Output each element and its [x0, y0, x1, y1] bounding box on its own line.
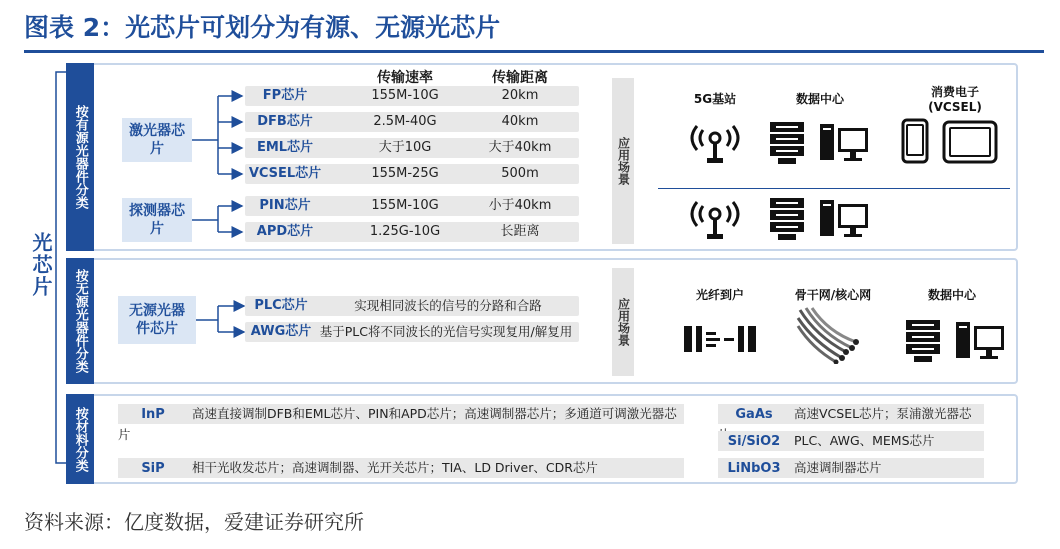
detector-chip-label: 探测器芯片 [129, 203, 185, 237]
passive-tab [66, 258, 94, 384]
chip-name: AWG芯片 [250, 324, 312, 339]
chip-name: PLC芯片 [254, 298, 308, 313]
scene-datacenter-label: 数据中心 [795, 92, 844, 106]
desktop-computer-icon [818, 122, 870, 164]
scene-5g-label: 5G基站 [693, 92, 737, 106]
fiber-connector-icon [682, 324, 758, 354]
chip-desc: 实现相同波长的信号的分路和合路 [354, 298, 542, 313]
bracket-line [56, 72, 66, 463]
antenna-icon [685, 194, 745, 242]
material-row [718, 458, 984, 478]
material-row [118, 404, 684, 442]
chip-name: DFB芯片 [257, 114, 313, 129]
distance-cell: 长距离 [500, 224, 540, 239]
chip-name: PIN芯片 [259, 198, 311, 213]
speed-cell: 155M-10G [371, 88, 439, 103]
desktop-computer-icon [954, 320, 1006, 362]
passive-scene-label [612, 268, 634, 376]
material-desc: 高速调制器芯片 [793, 460, 882, 475]
passive-tab-text: 按无源光器件分类 [72, 269, 88, 373]
fiber-bundle-icon [796, 306, 866, 364]
server-rack-icon [768, 196, 808, 242]
material-name: SiP [141, 461, 165, 476]
detector-chip-box [122, 198, 192, 242]
material-tab [66, 394, 94, 484]
header-distance: 传输距离 [492, 70, 548, 86]
tablet-icon [942, 120, 998, 164]
title-rule [24, 50, 1044, 53]
active-tab [66, 63, 94, 251]
active-tab-text: 按有源光器件分类 [72, 105, 88, 209]
chip-name: VCSEL芯片 [248, 166, 322, 181]
material-desc: 相干光收发芯片；高速调制器、光开关芯片；TIA、LD Driver、CDR芯片 [191, 460, 598, 475]
passive-connectors [196, 296, 252, 346]
material-name: GaAs [735, 407, 773, 422]
source-note: 资料来源：亿度数据，爱建证券研究所 [24, 510, 364, 534]
material-tab-text: 按材料分类 [72, 406, 88, 472]
scene-datacenter-label: 数据中心 [927, 288, 976, 302]
material-desc: PLC、AWG、MEMS芯片 [793, 433, 935, 448]
speed-cell: 155M-25G [371, 166, 439, 181]
side-label-optical-chip [28, 232, 54, 304]
passive-chip-label: 无源光器件芯片 [129, 303, 185, 337]
material-row [718, 404, 984, 424]
distance-cell: 40km [501, 114, 539, 129]
material-row [118, 458, 684, 478]
active-scene-label [612, 78, 634, 244]
smartphone-icon [900, 118, 930, 164]
desktop-computer-icon [818, 198, 870, 240]
scene-fttp-label: 光纤到户 [695, 288, 744, 302]
laser-chip-label: 激光器芯片 [129, 123, 185, 157]
active-connectors [192, 84, 252, 244]
chip-name: APD芯片 [256, 224, 314, 239]
speed-cell: 155M-10G [371, 198, 439, 213]
chip-name: EML芯片 [256, 140, 314, 155]
scene-consumer-label: 消费电子 (VCSEL) [928, 85, 982, 114]
distance-cell: 20km [501, 88, 539, 103]
side-label-text: 光芯片 [29, 232, 53, 298]
scene-divider [658, 188, 1010, 189]
speed-cell: 2.5M-40G [373, 114, 437, 129]
active-scene-label-text: 应用场景 [616, 137, 631, 185]
passive-scene-label-text: 应用场景 [616, 298, 631, 346]
server-rack-icon [904, 318, 944, 364]
material-name: Si/SiO2 [727, 434, 781, 449]
header-speed: 传输速率 [377, 70, 433, 86]
material-row [718, 431, 984, 451]
chip-name: FP芯片 [262, 88, 308, 103]
material-desc: 高速VCSEL芯片；泵浦激光器芯 [793, 406, 972, 421]
chip-desc: 基于PLC将不同波长的光信号实现复用/解复用 [319, 324, 573, 339]
server-rack-icon [768, 120, 808, 166]
distance-cell: 大于40km [488, 140, 552, 155]
scene-backbone-label: 骨干网/核心网 [794, 288, 872, 302]
figure-title: 图表 2：光芯片可划分为有源、无源光芯片 [24, 13, 501, 42]
laser-chip-box [122, 118, 192, 162]
speed-cell: 1.25G-10G [369, 224, 441, 239]
material-desc: 高速直接调制DFB和EML芯片、PIN和APD芯片；高速调制器芯片；多通道可调激光器芯片 [118, 406, 677, 442]
antenna-icon [685, 118, 745, 166]
material-name: InP [141, 407, 165, 422]
material-name: LiNbO3 [727, 461, 781, 476]
passive-chip-box [118, 296, 196, 344]
distance-cell: 小于40km [488, 198, 552, 213]
speed-cell: 大于10G [378, 140, 432, 155]
distance-cell: 500m [501, 166, 539, 181]
